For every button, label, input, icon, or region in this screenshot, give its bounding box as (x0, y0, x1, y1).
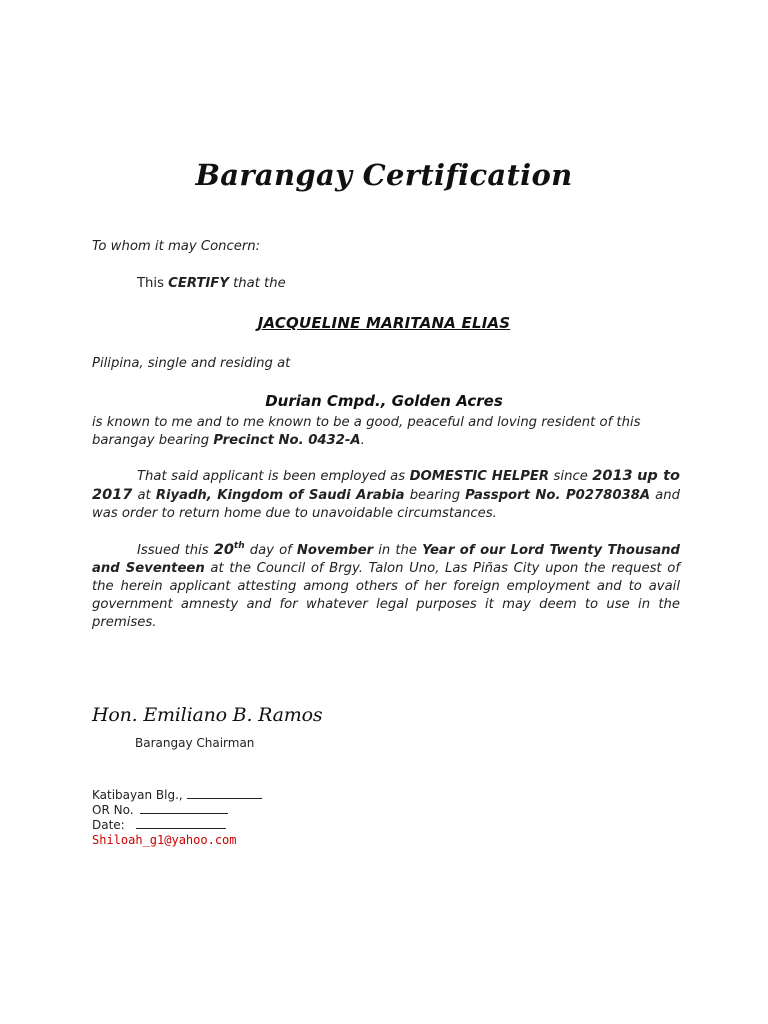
issue-day-number: 20 (213, 542, 234, 558)
signatory-name: Hon. Emiliano B. Ramos (92, 704, 323, 726)
issue-day-suffix: th (233, 541, 245, 552)
contact-email: Shiloah_g1@yahoo.com (92, 833, 237, 847)
civil-status: Pilipina, single and residing at (92, 356, 291, 371)
employment-text-3: at (137, 488, 151, 503)
date-blank (136, 818, 226, 829)
residency-text: is known to me and to me known to be a good, peaceful and loving resident of this barangay bearing (92, 415, 641, 448)
signatory-position: Barangay Chairman (135, 736, 255, 750)
issue-month: November (296, 543, 374, 558)
residency-paragraph (92, 414, 680, 450)
document-title: Barangay Certification (195, 158, 573, 192)
certify-post: that the (233, 276, 286, 291)
job-title: DOMESTIC HELPER (409, 469, 550, 484)
issue-year-words: Year of our Lord Twenty Thousand and Seventeen (92, 543, 680, 576)
katibayan-field (92, 788, 262, 802)
issuance-text-1: Issued this (137, 543, 209, 558)
date-label: Date: (92, 818, 125, 832)
date-field (92, 818, 226, 832)
employment-text-1: That said applicant is been employed as (137, 469, 406, 484)
residence-address: Durian Cmpd., Golden Acres (265, 392, 503, 410)
residency-end: . (360, 433, 365, 448)
issuance-text-3: in the (378, 543, 418, 558)
employment-place: Riyadh, Kingdom of Saudi Arabia (155, 488, 405, 503)
employment-text-2: since (553, 469, 588, 484)
katibayan-blank (187, 788, 262, 799)
issue-day (214, 542, 245, 558)
employment-paragraph (92, 467, 680, 523)
certified-person-name: JACQUELINE MARITANA ELIAS (257, 314, 511, 332)
employment-text-4: bearing (409, 488, 461, 503)
certify-pre: This (137, 276, 164, 291)
certify-line (137, 276, 286, 291)
issuance-paragraph (92, 541, 680, 632)
certify-keyword: CERTIFY (168, 276, 229, 291)
passport-number: Passport No. P0278038A (465, 488, 651, 503)
precinct-number: Precinct No. 0432-A (213, 433, 361, 448)
issuance-text-4: at the Council of Brgy. Talon Uno, Las Piñas City upon the request of the herein applicant attesting among others of her foreign employment and to avail government amnesty and for whatever legal purposes it may deem to use in the premises. (92, 561, 680, 630)
salutation: To whom it may Concern: (92, 239, 261, 254)
employment-text-5: and was order to return home due to unavoidable circumstances. (92, 488, 680, 521)
or-number-blank (140, 803, 228, 814)
or-number-field (92, 803, 228, 817)
or-number-label: OR No. (92, 803, 134, 817)
employment-end-year: up to 2017 (92, 468, 680, 503)
employment-start-year: 2013 (592, 468, 633, 484)
issuance-text-2: day of (249, 543, 292, 558)
katibayan-label: Katibayan Blg., (92, 788, 183, 802)
